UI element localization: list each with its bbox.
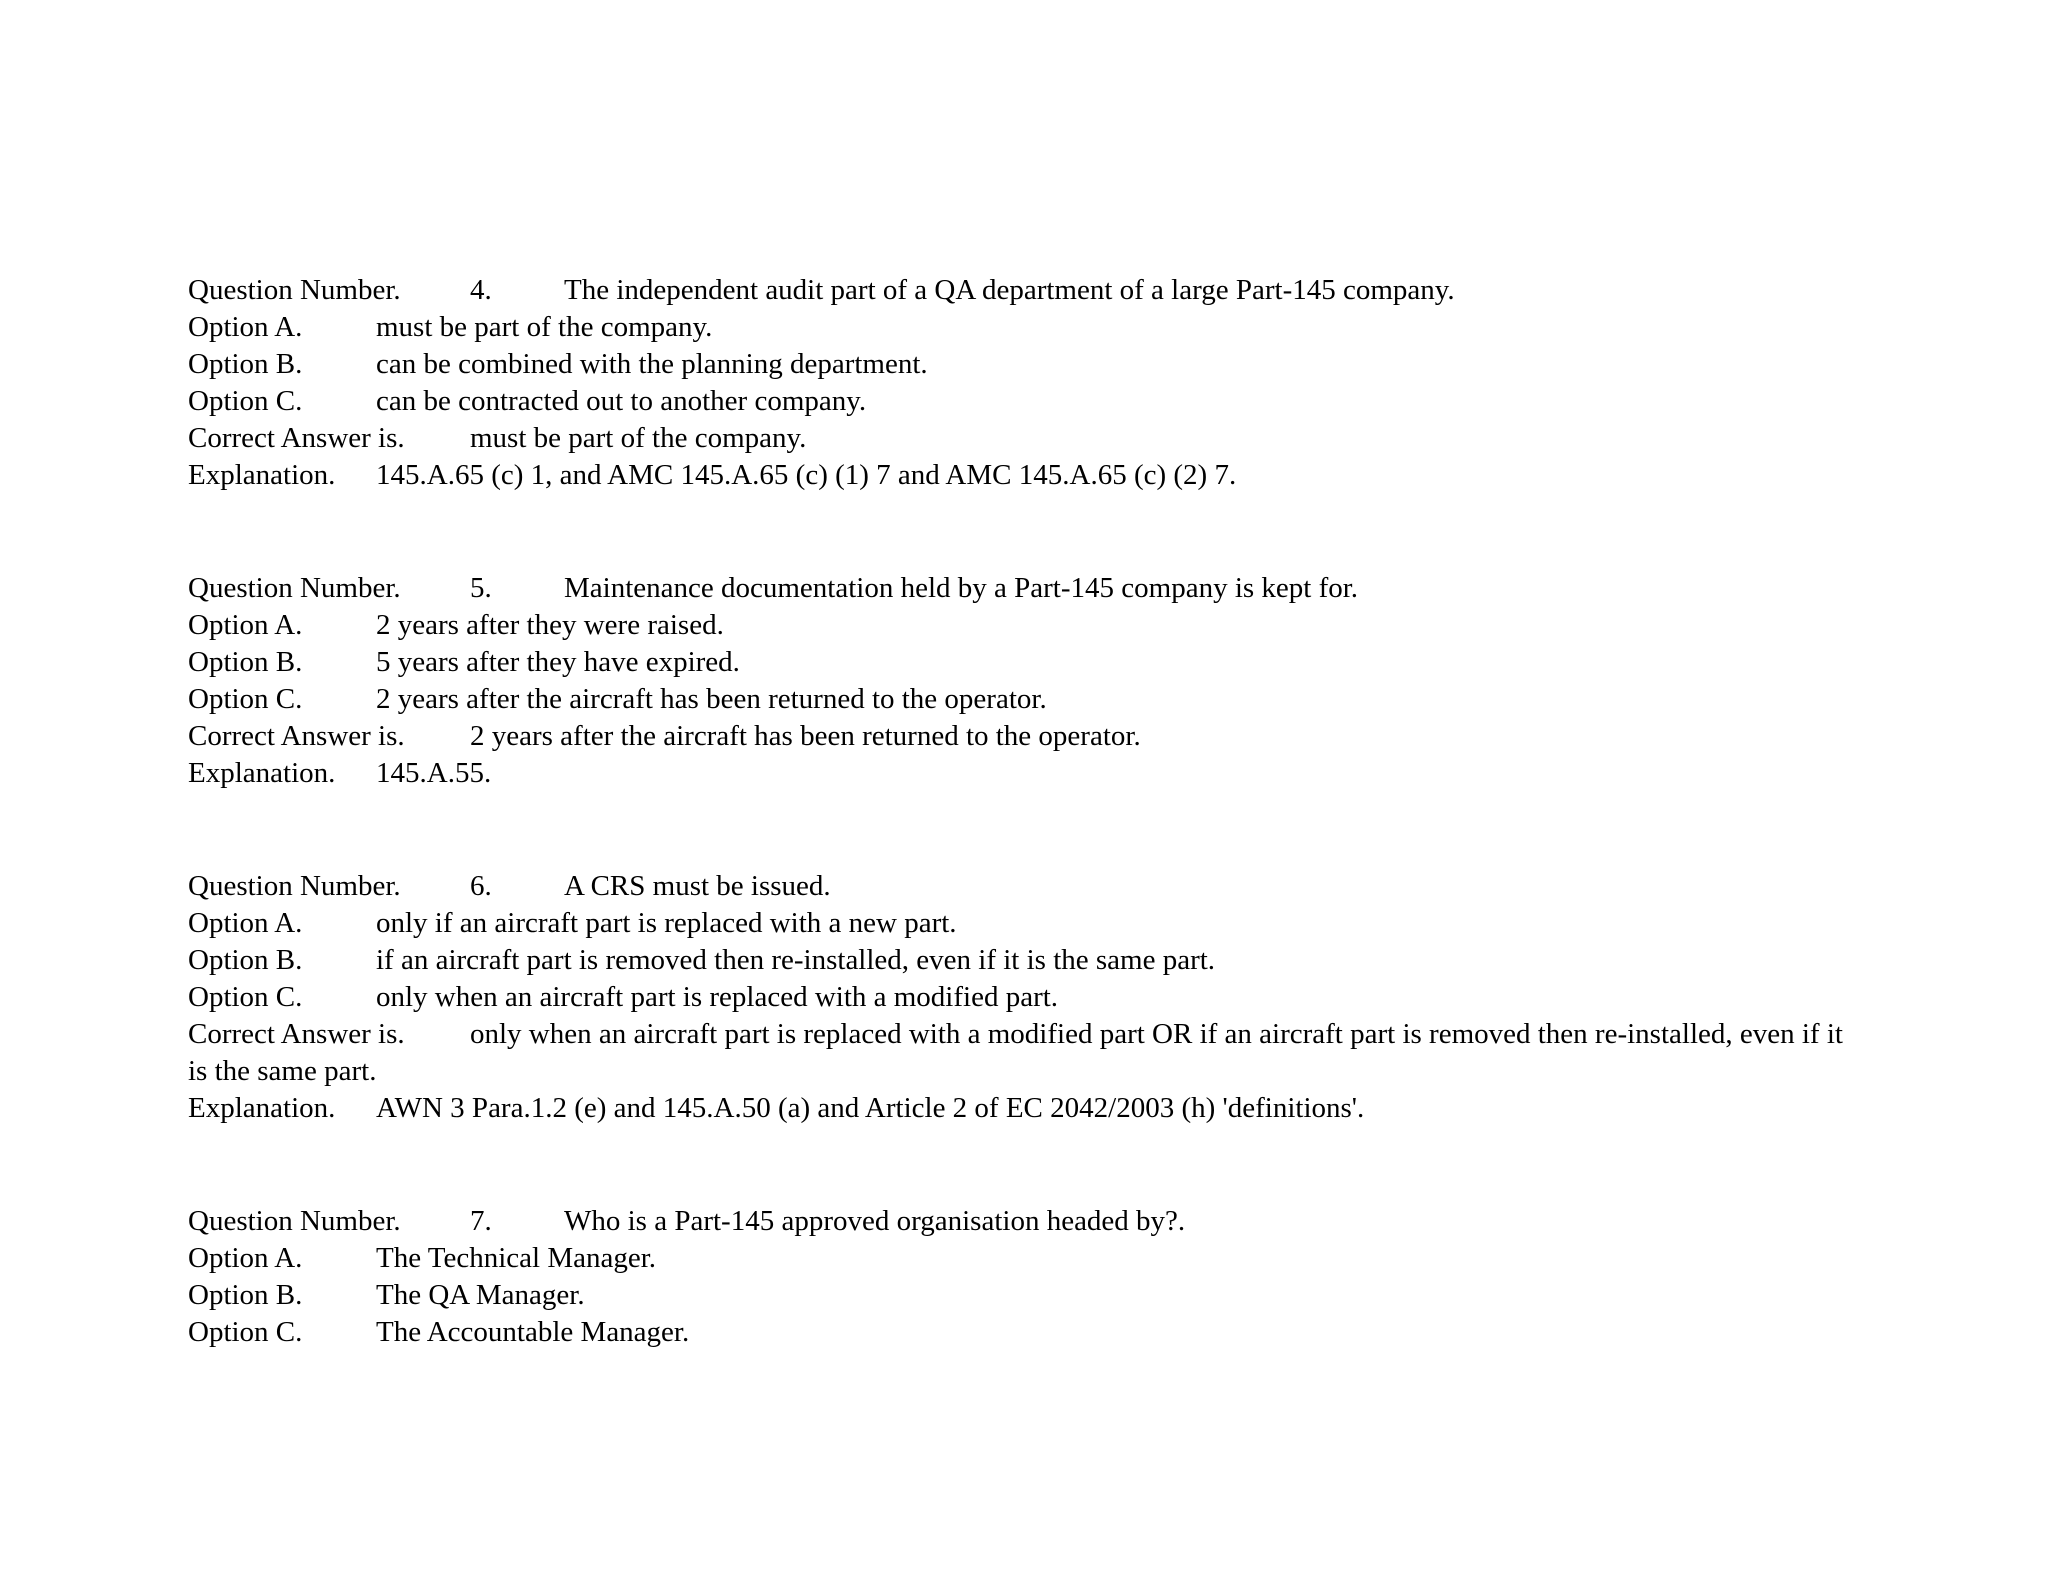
option-c-line [188, 383, 1888, 420]
correct-answer-line [188, 718, 1888, 755]
option-c-label: Option C. [188, 1316, 303, 1348]
option-a-text: The Technical Manager. [376, 1242, 657, 1274]
question-text: A CRS must be issued. [564, 870, 831, 902]
option-a-text: must be part of the company. [376, 311, 713, 343]
explanation-line [188, 755, 1888, 792]
correct-answer-text: only when an aircraft part is replaced with a modified part OR if an aircraft part is removed then re-installed, even if it is the same part. [188, 1018, 1843, 1087]
question-number: 6. [470, 870, 492, 902]
option-a-line [188, 607, 1888, 644]
question-number-label: Question Number. [188, 870, 401, 902]
question-block-4 [188, 272, 1888, 494]
option-a-label: Option A. [188, 1242, 303, 1274]
question-line [188, 1203, 1888, 1240]
correct-answer-text: 2 years after the aircraft has been returned to the operator. [470, 720, 1141, 752]
option-b-label: Option B. [188, 1279, 303, 1311]
option-b-line [188, 1277, 1888, 1314]
option-c-text: only when an aircraft part is replaced with a modified part. [376, 981, 1059, 1013]
question-line [188, 868, 1888, 905]
question-number: 4. [470, 274, 492, 306]
option-b-line [188, 346, 1888, 383]
question-line [188, 570, 1888, 607]
explanation-line [188, 457, 1888, 494]
correct-answer-line [188, 1016, 1848, 1090]
option-b-text: 5 years after they have expired. [376, 646, 740, 678]
question-text: The independent audit part of a QA department of a large Part-145 company. [564, 274, 1455, 306]
option-c-line [188, 1314, 1888, 1351]
option-b-text: The QA Manager. [376, 1279, 585, 1311]
question-number: 5. [470, 572, 492, 604]
option-a-text: only if an aircraft part is replaced with a new part. [376, 907, 957, 939]
question-text: Who is a Part-145 approved organisation headed by?. [564, 1205, 1186, 1237]
option-b-label: Option B. [188, 944, 303, 976]
explanation-text: 145.A.55. [376, 757, 492, 789]
question-line [188, 272, 1888, 309]
option-b-label: Option B. [188, 348, 303, 380]
explanation-line [188, 1090, 1888, 1127]
option-a-line [188, 309, 1888, 346]
option-a-text: 2 years after they were raised. [376, 609, 724, 641]
question-number-label: Question Number. [188, 572, 401, 604]
option-c-text: 2 years after the aircraft has been returned to the operator. [376, 683, 1047, 715]
option-a-label: Option A. [188, 311, 303, 343]
explanation-label: Explanation. [188, 459, 336, 491]
explanation-label: Explanation. [188, 1092, 336, 1124]
correct-answer-label: Correct Answer is. [188, 422, 405, 454]
explanation-label: Explanation. [188, 757, 336, 789]
explanation-text: 145.A.65 (c) 1, and AMC 145.A.65 (c) (1) 7 and AMC 145.A.65 (c) (2) 7. [376, 459, 1237, 491]
question-block-6 [188, 868, 1888, 1127]
question-block-7 [188, 1203, 1888, 1351]
option-b-text: can be combined with the planning department. [376, 348, 928, 380]
option-a-line [188, 905, 1888, 942]
correct-answer-text: must be part of the company. [470, 422, 807, 454]
correct-answer-label: Correct Answer is. [188, 1018, 405, 1050]
question-text: Maintenance documentation held by a Part-145 company is kept for. [564, 572, 1359, 604]
option-a-label: Option A. [188, 907, 303, 939]
option-c-line [188, 979, 1888, 1016]
option-c-text: can be contracted out to another company. [376, 385, 867, 417]
option-c-label: Option C. [188, 385, 303, 417]
question-block-5 [188, 570, 1888, 792]
option-a-line [188, 1240, 1888, 1277]
question-number: 7. [470, 1205, 492, 1237]
option-c-line [188, 681, 1888, 718]
option-b-text: if an aircraft part is removed then re-installed, even if it is the same part. [376, 944, 1216, 976]
option-a-label: Option A. [188, 609, 303, 641]
question-number-label: Question Number. [188, 1205, 401, 1237]
option-b-line [188, 942, 1888, 979]
option-b-label: Option B. [188, 646, 303, 678]
option-c-label: Option C. [188, 683, 303, 715]
option-c-label: Option C. [188, 981, 303, 1013]
option-c-text: The Accountable Manager. [376, 1316, 690, 1348]
correct-answer-label: Correct Answer is. [188, 720, 405, 752]
question-number-label: Question Number. [188, 274, 401, 306]
correct-answer-line [188, 420, 1888, 457]
explanation-text: AWN 3 Para.1.2 (e) and 145.A.50 (a) and Article 2 of EC 2042/2003 (h) 'definitions'. [376, 1092, 1365, 1124]
option-b-line [188, 644, 1888, 681]
